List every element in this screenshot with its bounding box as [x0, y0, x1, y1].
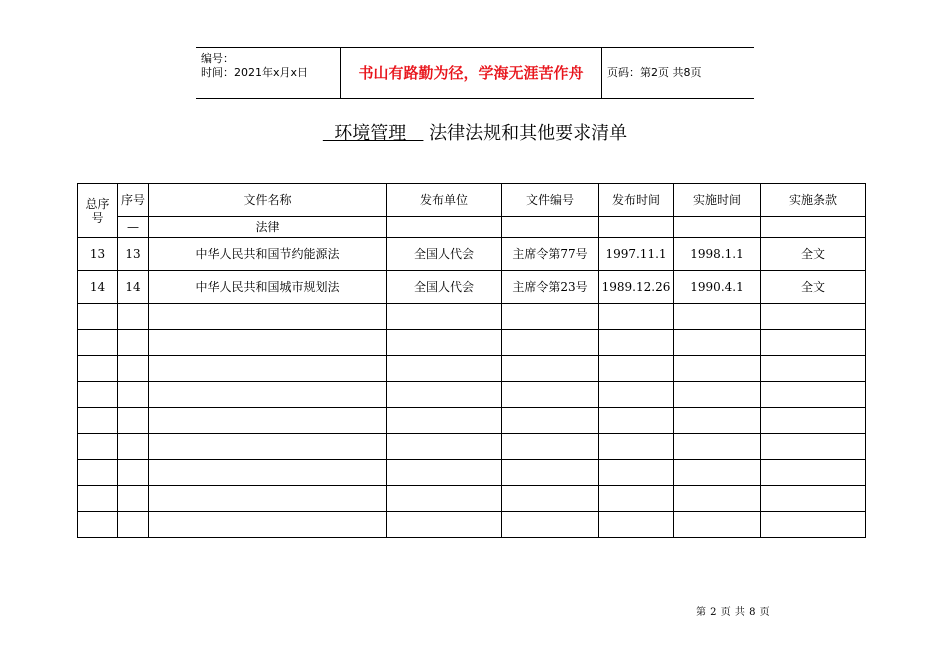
cell-seq: 13 — [118, 238, 149, 271]
header-seq: 序号 — [118, 184, 149, 217]
header-slogan: 书山有路勤为径，学海无涯苦作舟 — [340, 48, 602, 98]
table-header-row — [78, 184, 866, 217]
cell-doc-no: 主席令第23号 — [502, 271, 599, 304]
cell-issue-date: 1997.11.1 — [599, 238, 674, 271]
empty-row — [78, 486, 866, 512]
empty-row — [78, 460, 866, 486]
cell-effective-date: 1990.4.1 — [674, 271, 761, 304]
page-title — [0, 119, 950, 145]
title-department: 环境管理 — [322, 123, 424, 144]
cell-total: 13 — [78, 238, 118, 271]
header-issuer: 发布单位 — [387, 184, 502, 217]
header-clause: 实施条款 — [761, 184, 866, 217]
category-name: 法律 — [149, 217, 387, 238]
document-time-label: 时间：2021年x月x日 — [201, 66, 309, 79]
table-row — [78, 238, 866, 271]
cell-seq: 14 — [118, 271, 149, 304]
header-doc-no: 文件编号 — [502, 184, 599, 217]
document-number-label: 编号： — [201, 52, 234, 65]
header-effective-date: 实施时间 — [674, 184, 761, 217]
title-text: 法律法规和其他要求清单 — [429, 123, 628, 144]
cell-doc-no: 主席令第77号 — [502, 238, 599, 271]
header-meta — [196, 48, 340, 98]
cell-total: 14 — [78, 271, 118, 304]
regulations-table — [77, 183, 866, 538]
header-issue-date: 发布时间 — [599, 184, 674, 217]
cell-clause: 全文 — [761, 238, 866, 271]
cell-issuer: 全国人代会 — [387, 271, 502, 304]
empty-row — [78, 304, 866, 330]
header-name: 文件名称 — [149, 184, 387, 217]
cell-issue-date: 1989.12.26 — [599, 271, 674, 304]
cell-issuer: 全国人代会 — [387, 238, 502, 271]
document-header — [196, 47, 754, 99]
table-row — [78, 271, 866, 304]
empty-row — [78, 408, 866, 434]
header-page-code: 页码：第2页 共8页 — [607, 66, 702, 79]
cell-clause: 全文 — [761, 271, 866, 304]
empty-row — [78, 512, 866, 538]
empty-row — [78, 356, 866, 382]
page-footer: 第 2 页 共 8 页 — [696, 607, 771, 618]
cell-name: 中华人民共和国节约能源法 — [149, 238, 387, 271]
empty-row — [78, 382, 866, 408]
header-total-seq: 总序号 — [78, 184, 118, 238]
empty-row — [78, 330, 866, 356]
cell-effective-date: 1998.1.1 — [674, 238, 761, 271]
category-seq: — — [118, 217, 149, 238]
cell-name: 中华人民共和国城市规划法 — [149, 271, 387, 304]
empty-row — [78, 434, 866, 460]
category-row — [78, 217, 866, 238]
